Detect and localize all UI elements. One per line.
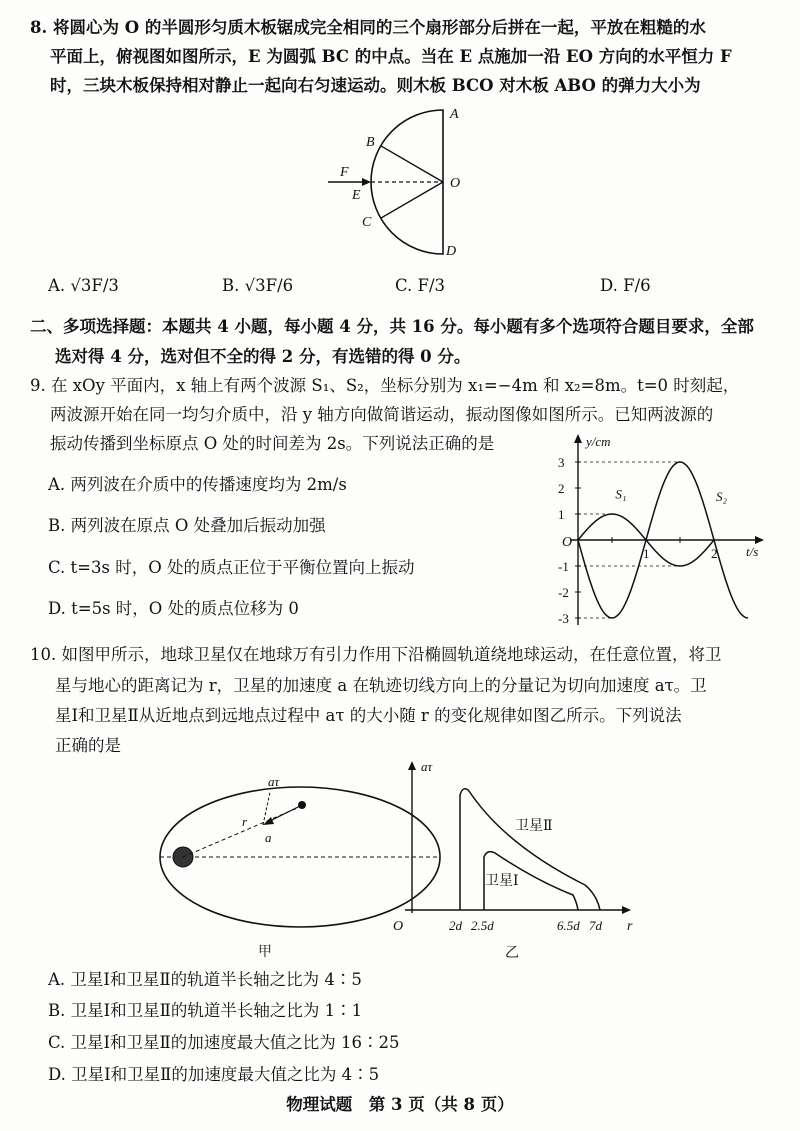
svg-text:E: E [352,188,361,203]
section-2-heading-2: 选对得 4 分，选对但不全的得 2 分，有选错的得 0 分。 [55,347,471,366]
y-tick-label: -1 [558,559,569,574]
svg-text:F: F [340,165,349,180]
y-axis-label: y/cm [586,434,611,449]
q8-option-c: C. F/3 [395,276,446,295]
q9-line-2: 两波源开始在同一均匀介质中，沿 y 轴方向做简谐运动，振动图像如图所示。已知两波源的 [50,405,714,424]
page-footer: 物理试题 第 3 页（共 8 页） [286,1095,514,1114]
q10-line-4: 正确的是 [55,736,121,755]
svg-text:2.5d: 2.5d [471,918,494,933]
series-label: S₂ [716,489,728,504]
svg-text:O: O [450,176,461,191]
section-2-heading: 二、多项选择题：本题共 4 小题，每小题 4 分，共 16 分。每小题有多个选项符合题目要求，全部 [30,317,754,336]
q9-vibration-chart [550,430,770,630]
x-tick-label: 1 [643,546,650,561]
q8-line-2: 平面上，俯视图如图所示，E 为圆弧 BC 的中点。当在 E 点施加一沿 EO 方向的水平恒力 F [50,47,732,66]
q10-option-c: C. 卫星Ⅰ和卫星Ⅱ的加速度最大值之比为 16∶25 [48,1033,400,1052]
caption-jia: 甲 [258,945,272,960]
x-tick-label: 2 [711,546,718,561]
svg-text:C: C [362,215,372,230]
svg-text:6.5d: 6.5d [557,918,580,933]
svg-text:aτ: aτ [421,759,433,774]
q10-atau-chart-yi [385,755,645,965]
q9-line-3: 振动传播到坐标原点 O 处的时间差为 2s。下列说法正确的是 [50,434,495,453]
series-label: S₁ [615,486,627,502]
origin-label: O [562,535,573,550]
svg-text:D: D [446,244,457,259]
q8-option-a: A. √3F/3 [48,276,119,295]
q9-option-a: A. 两列波在介质中的传播速度均为 2m/s [48,475,347,494]
svg-text:r: r [627,919,633,934]
x-axis-label: t/s [746,544,759,559]
q9-option-c: C. t=3s 时，O 处的质点正位于平衡位置向上振动 [48,558,415,577]
caption-yi: 乙 [505,946,519,961]
svg-text:a: a [265,830,272,845]
svg-text:卫星Ⅰ: 卫星Ⅰ [485,874,519,889]
q10-option-d: D. 卫星Ⅰ和卫星Ⅱ的加速度最大值之比为 4∶5 [48,1065,380,1084]
svg-text:2d: 2d [449,918,462,933]
svg-text:A: A [450,107,459,122]
svg-text:B: B [366,135,375,150]
q9-option-b: B. 两列波在原点 O 处叠加后振动加强 [48,516,326,535]
y-tick-label: 2 [558,481,565,496]
q8-line-3: 时，三块木板保持相对静止一起向右匀速运动。则木板 BCO 对木板 ABO 的弹力大小为 [50,76,701,95]
svg-text:卫星Ⅱ: 卫星Ⅱ [515,819,553,834]
q10-option-b: B. 卫星Ⅰ和卫星Ⅱ的轨道半长轴之比为 1∶1 [48,1001,363,1020]
q10-line-3: 星Ⅰ和卫星Ⅱ从近地点到远地点过程中 aτ 的大小随 r 的变化规律如图乙所示。下列说法 [55,706,682,725]
y-tick-label: -3 [558,611,569,626]
q8-line-1: 8. 将圆心为 O 的半圆形匀质木板锯成完全相同的三个扇形部分后拼在一起，平放在粗糙的水 [30,18,706,37]
q9-option-d: D. t=5s 时，O 处的质点位移为 0 [48,599,299,618]
q8-semicircle-figure [310,100,480,265]
y-tick-label: 3 [558,455,565,470]
q10-line-2: 星与地心的距离记为 r，卫星的加速度 a 在轨迹切线方向上的分量记为切向加速度 aτ。卫 [55,676,707,695]
svg-text:O: O [393,919,404,934]
svg-text:aτ: aτ [268,774,280,789]
svg-text:r: r [242,814,248,829]
q8-option-d: D. F/6 [600,276,651,295]
q10-line-1: 10. 如图甲所示，地球卫星仅在地球万有引力作用下沿椭圆轨道绕地球运动，在任意位置，将卫 [30,645,722,664]
q9-line-1: 9. 在 xOy 平面内，x 轴上有两个波源 S₁、S₂，坐标分别为 x₁=−4m 和 x₂=8m。t=0 时刻起， [30,376,740,395]
svg-text:7d: 7d [589,918,602,933]
q10-option-a: A. 卫星Ⅰ和卫星Ⅱ的轨道半长轴之比为 4∶5 [48,970,362,989]
q8-option-b: B. √3F/6 [222,276,294,295]
y-tick-label: 1 [558,507,565,522]
y-tick-label: -2 [558,585,569,600]
